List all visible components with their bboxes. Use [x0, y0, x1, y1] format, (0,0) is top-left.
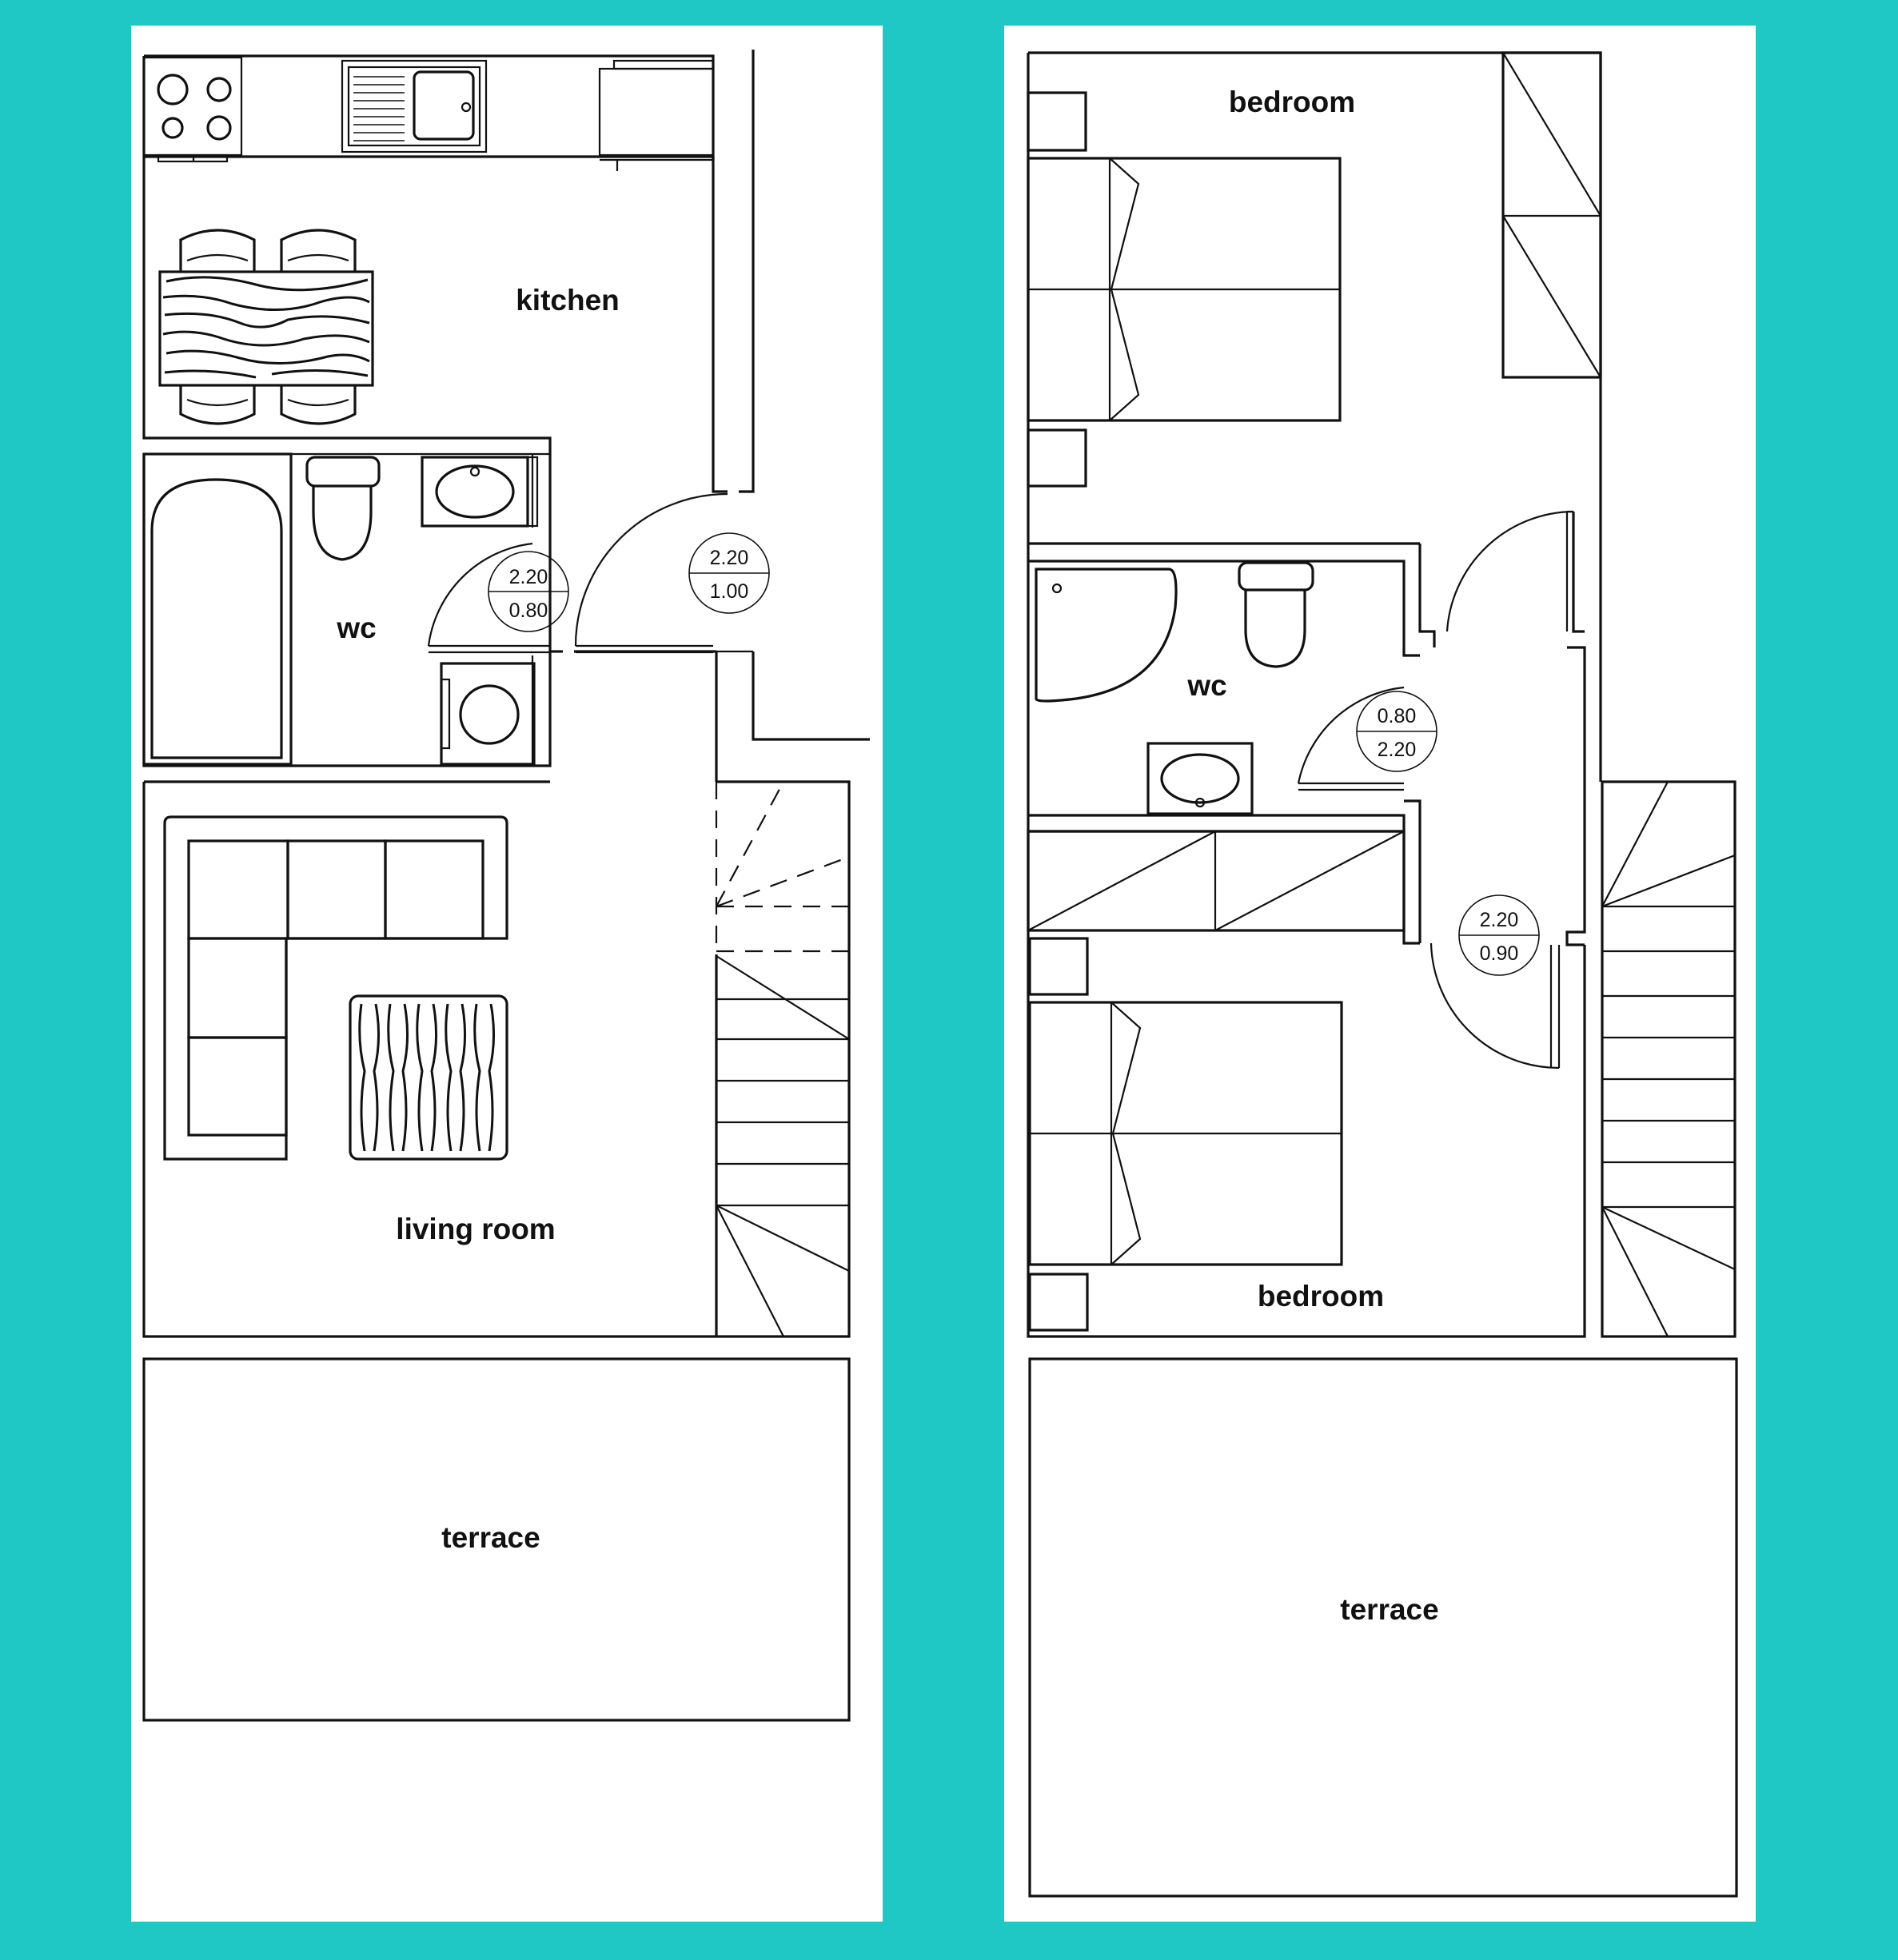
room-label-terrace: terrace: [1340, 1593, 1439, 1626]
room-label-wc: wc: [1187, 669, 1227, 702]
door-width-label: 1.00: [709, 580, 749, 603]
room-label-bedroom-top: bedroom: [1228, 86, 1356, 118]
paper-sheet-ground-floor: [131, 26, 883, 1922]
door-width-label: 0.90: [1479, 942, 1519, 965]
door-height-label: 2.20: [1479, 909, 1519, 931]
room-label-terrace: terrace: [441, 1521, 540, 1554]
room-label-wc: wc: [337, 612, 377, 644]
door-height-label: 0.80: [1377, 705, 1417, 727]
door-width-label: 2.20: [1377, 739, 1417, 761]
room-label-kitchen: kitchen: [516, 284, 620, 317]
room-label-living-room: living room: [396, 1213, 556, 1245]
room-label-bedroom-bottom: bedroom: [1257, 1280, 1385, 1313]
door-height-label: 2.20: [508, 566, 548, 588]
door-height-label: 2.20: [709, 547, 749, 569]
door-width-label: 0.80: [508, 600, 548, 622]
